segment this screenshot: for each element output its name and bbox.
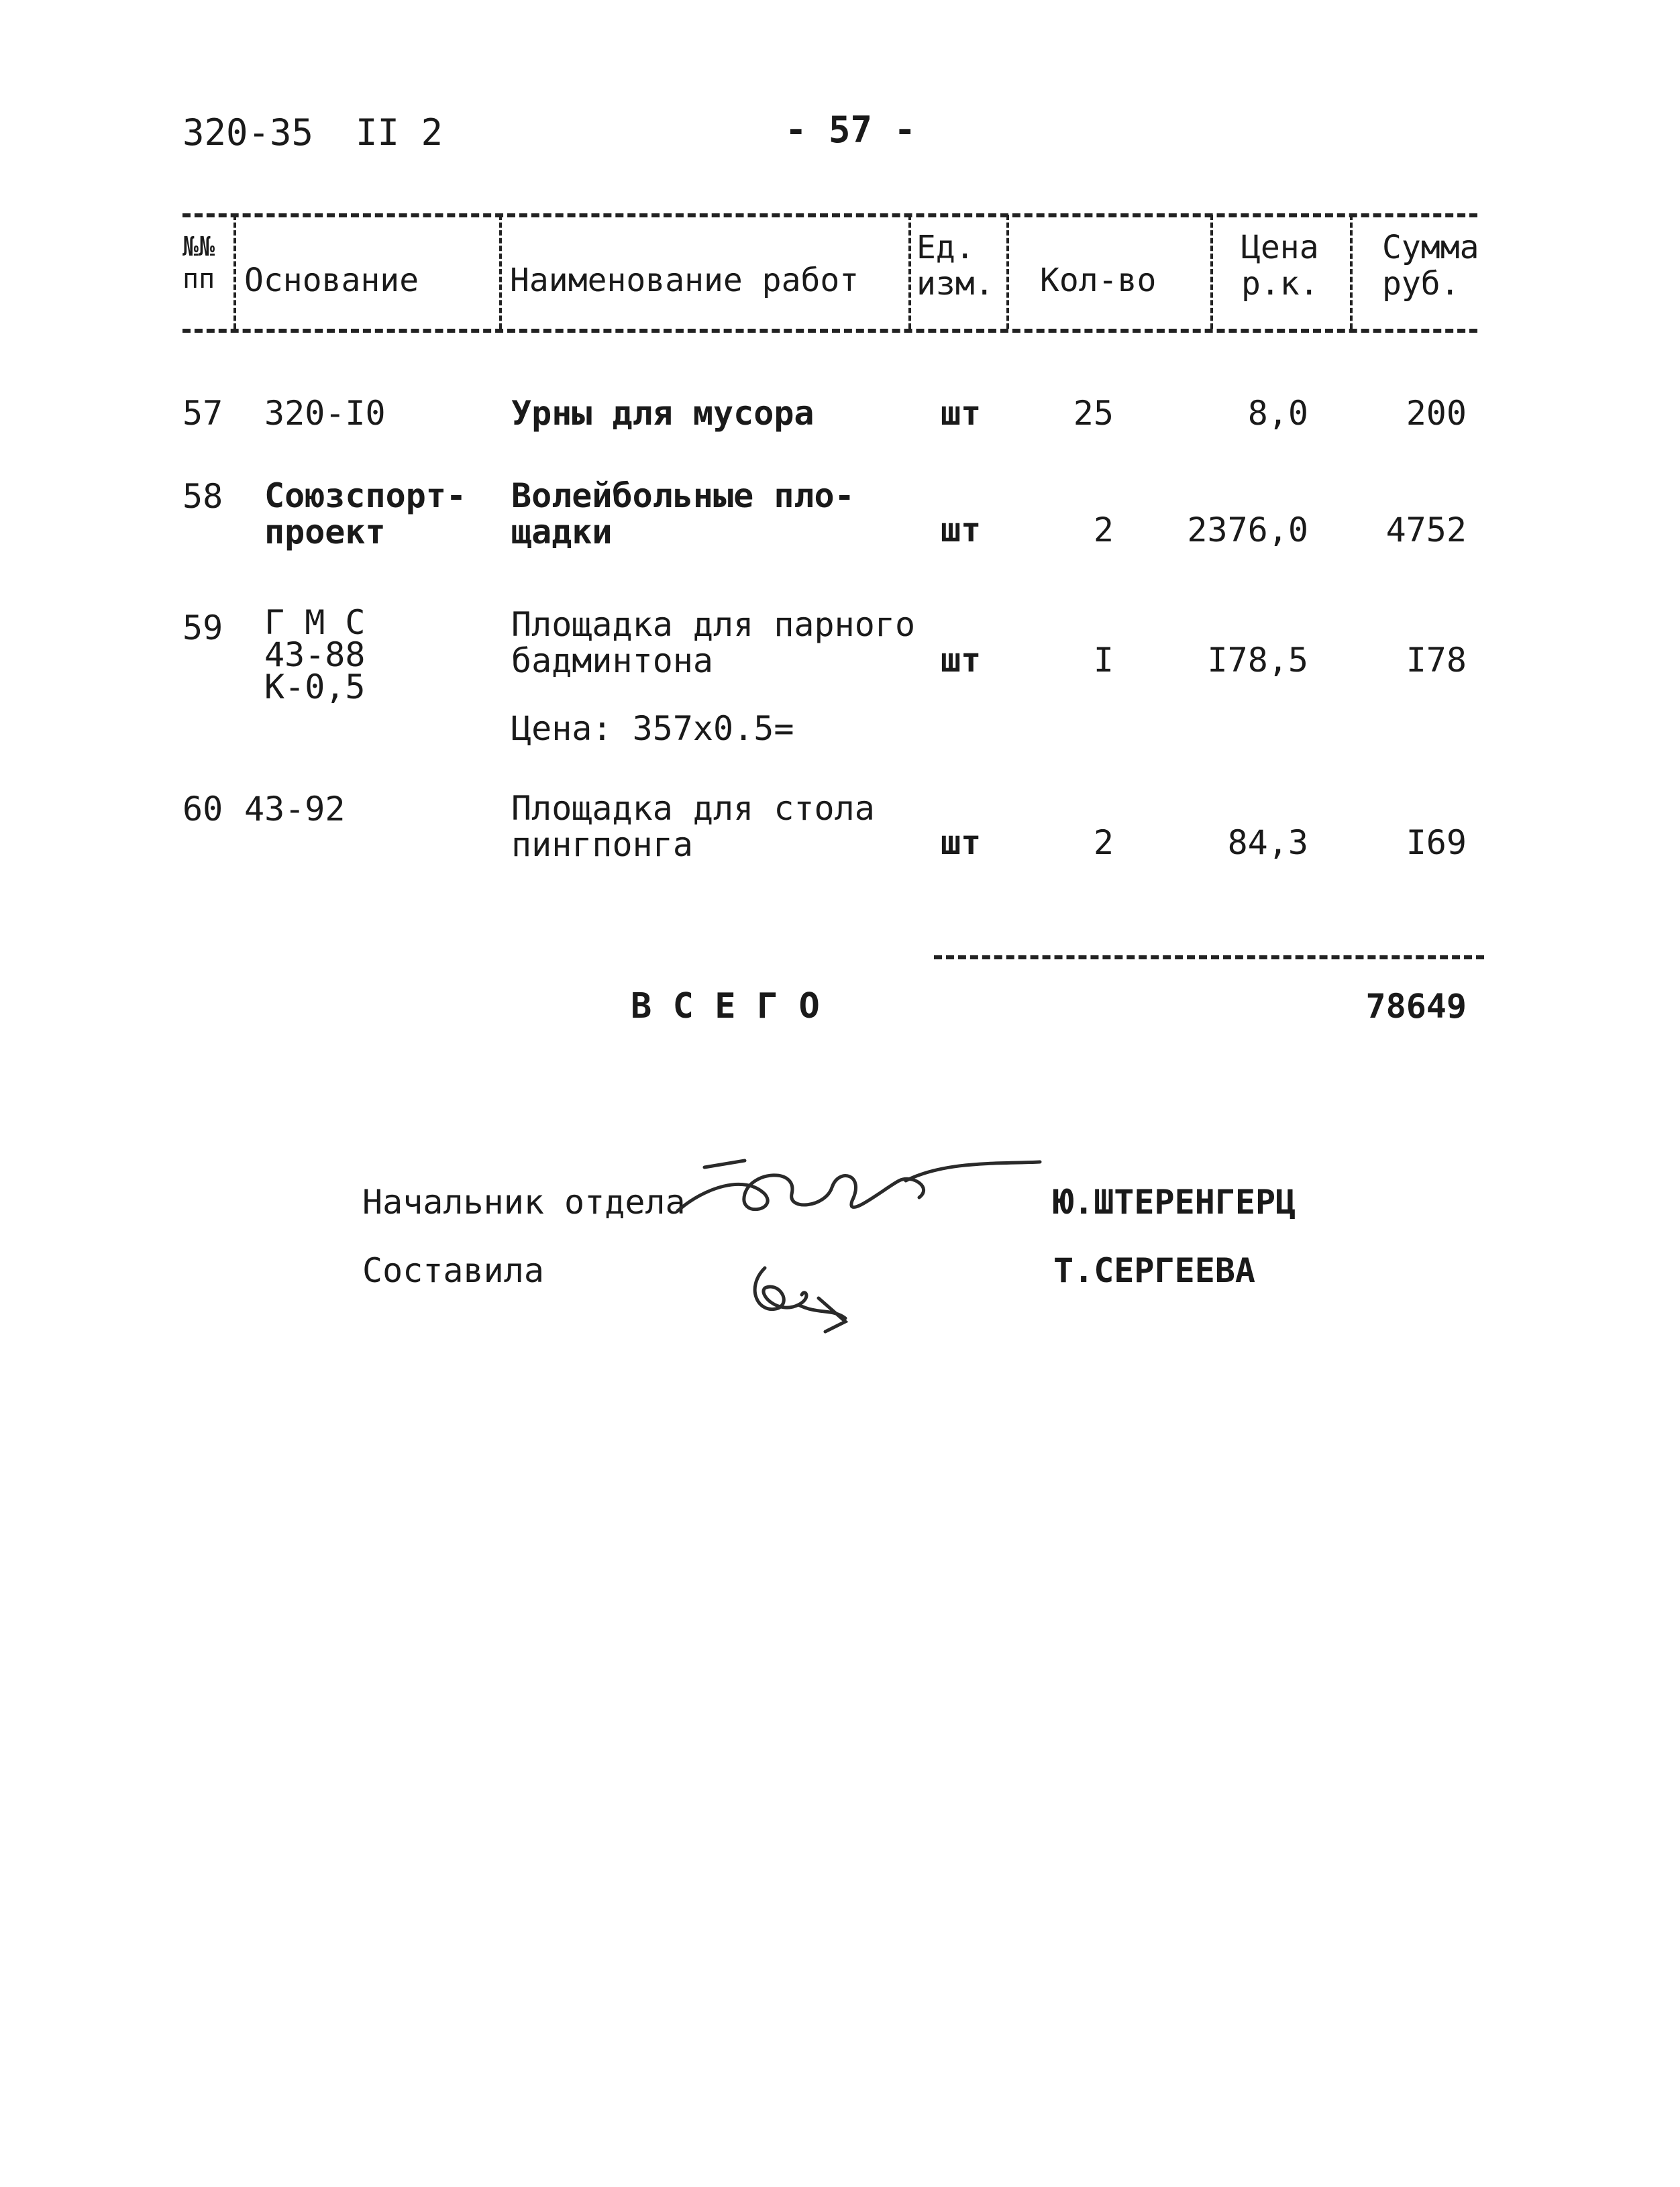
row-work-name: Урны для мусора <box>511 394 815 433</box>
row-price: 8,0 <box>1247 394 1308 433</box>
row-sum: 4752 <box>1385 511 1467 549</box>
row-basis: Г М С 43-88 К-0,5 <box>264 603 366 706</box>
row-unit: шт <box>941 823 982 862</box>
row-quantity: 2 <box>1093 823 1114 862</box>
column-header-num: №№ пп <box>182 231 215 295</box>
row-work-name: Площадка для стола пингпонга <box>511 789 875 864</box>
head-signature-image <box>664 1147 1067 1228</box>
row-price: I78,5 <box>1207 641 1308 680</box>
row-unit: шт <box>941 641 982 680</box>
compiled-by-title: Составила <box>362 1251 544 1290</box>
column-divider <box>1210 215 1213 329</box>
head-of-department-name: Ю.ШТЕРЕНГЕРЦ <box>1053 1183 1296 1222</box>
document-code: 320-35 <box>182 111 314 154</box>
column-divider <box>1350 215 1353 329</box>
column-header-price: Цена р.к. <box>1241 229 1319 303</box>
row-number: 59 <box>182 608 223 647</box>
row-quantity: 2 <box>1093 511 1114 549</box>
row-sum: I78 <box>1406 641 1467 680</box>
column-header-sum: Сумма руб. <box>1382 229 1479 303</box>
document-part: II 2 <box>356 111 443 154</box>
row-basis: Союзспорт- проект <box>264 476 467 551</box>
total-rule <box>934 955 1484 959</box>
row-quantity: I <box>1093 641 1114 680</box>
row-basis: 43-92 <box>244 790 346 829</box>
column-divider <box>499 215 502 329</box>
row-number: 57 <box>182 394 223 433</box>
header-top-rule <box>182 213 1477 217</box>
row-basis: 320-I0 <box>264 394 386 433</box>
row-unit: шт <box>941 511 982 549</box>
row-price-note: Цена: 357х0.5= <box>511 709 794 748</box>
row-number: 60 <box>182 790 223 829</box>
column-divider <box>908 215 911 329</box>
row-price: 84,3 <box>1227 823 1308 862</box>
row-work-name: Волейбольные пло- щадки <box>511 476 855 551</box>
row-sum: 200 <box>1406 394 1467 433</box>
total-label: В С Е Г О <box>631 986 820 1026</box>
total-value: 78649 <box>1365 987 1467 1026</box>
header-bottom-rule <box>182 329 1477 333</box>
compiler-signature-image <box>738 1241 859 1335</box>
row-number: 58 <box>182 477 223 516</box>
column-divider <box>1006 215 1009 329</box>
row-price: 2376,0 <box>1187 511 1308 549</box>
page-number: - 57 - <box>785 109 916 151</box>
column-header-basis: Основание <box>244 262 419 299</box>
head-of-department-title: Начальник отдела <box>362 1183 686 1222</box>
column-header-name: Наименование работ <box>510 262 859 299</box>
row-unit: шт <box>941 394 982 433</box>
row-work-name: Площадка для парного бадминтона <box>511 605 916 680</box>
compiled-by-name: Т.СЕРГЕЕВА <box>1053 1251 1256 1290</box>
column-header-qty: Кол-во <box>1040 262 1157 299</box>
row-quantity: 25 <box>1073 394 1114 433</box>
row-sum: I69 <box>1406 823 1467 862</box>
column-header-unit: Ед. изм. <box>916 229 994 303</box>
column-divider <box>233 215 236 329</box>
